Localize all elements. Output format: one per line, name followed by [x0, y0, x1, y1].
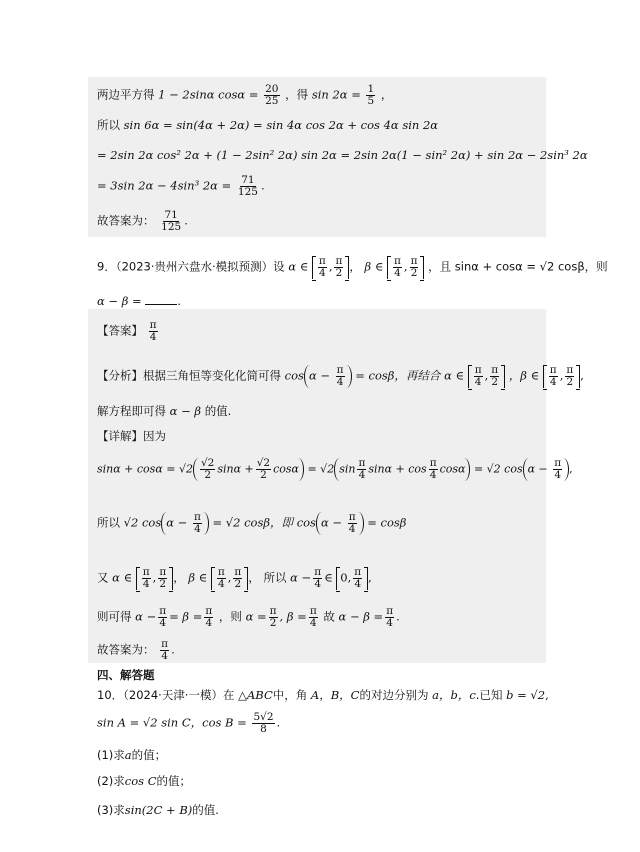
detail-label: 【详解】因为: [97, 429, 166, 443]
answer-blank: [145, 304, 177, 305]
q10-sub1: (1)求a的值；: [97, 748, 167, 762]
fraction-71-125: $\frac{71}{125}$: [237, 174, 258, 198]
answer-line: 【答案】 $\frac{\pi}{4}$: [97, 319, 157, 343]
block1-line2: 所以 sin 6α = sin(4α + 2α) = sin 4α cos 2α + cos 4α sin 2α: [97, 118, 439, 132]
detail-final: 故答案为： $\frac{\pi}{4}$ .: [97, 638, 175, 662]
detail-eq4: 则可得 α − $\frac{\pi}{4}$ = β = $\frac{\pi}{4}$ ，则 α = $\frac{\pi}{2}$ , β = $\frac{\pi}{4}$ 故 α − β = $\frac{\pi}{4}$ .: [97, 605, 400, 629]
analysis-line2: 解方程即可得 α − β 的值.: [97, 404, 232, 418]
q9-line2: α − β = .: [97, 294, 181, 308]
q10-sub3: (3)求sin(2C + B)的值.: [97, 803, 219, 817]
detail-eq1: sinα + cosα = √2 $\frac{√2}{2}$ sinα + $\frac{√2}{2}$ cosα = √2 sin $\frac{\pi}{4}$ sinα + cos $\frac{\pi}{4}$ cosα = √2 cos α − $\frac{\pi}{4}$ ,: [97, 457, 573, 481]
block1-line3: = 2sin 2α cos² 2α + (1 − 2sin² 2α) sin 2α = 2sin 2α(1 − sin² 2α) + sin 2α − 2sin³ 2α: [97, 148, 588, 162]
answer-fraction-71-125: $\frac{71}{125}$: [161, 209, 182, 233]
interval-alpha: $\frac{\pi}{4}$ , $\frac{\pi}{2}$: [312, 256, 349, 279]
interval-beta: $\frac{\pi}{4}$ , $\frac{\pi}{2}$: [387, 256, 424, 279]
answer-pi-over-4: $\frac{\pi}{4}$: [149, 319, 157, 343]
q10-sub2: (2)求cos C的值；: [97, 774, 192, 788]
q9-line1: 9．（2023·贵州六盘水·模拟预测）设 α ∈ $\frac{\pi}{4}$ , $\frac{\pi}{2}$ ， β ∈ $\frac{\pi}{4}$ , $\frac{\pi}{2}$ ，且 sinα + cosα = √2 cosβ，则: [97, 255, 608, 279]
fraction-1-5: $\frac{1}{5}$: [367, 83, 375, 107]
q10-line1: 10．（2024·天津·一模）在 △ABC中，角 A，B，C的对边分别为 a，b，c.已知 b = √2,: [97, 688, 549, 702]
detail-eq3: 又 α ∈ $\frac{\pi}{4}$ , $\frac{\pi}{2}$ ， β ∈ $\frac{\pi}{4}$ , $\frac{\pi}{2}$ ， 所以 α − $\frac{\pi}{4}$ ∈ 0, $\frac{\pi}{4}$ ,: [97, 566, 372, 590]
q10-line2: sin A = √2 sin C，cos B = $\frac{5√2}{8}$ .: [97, 711, 281, 735]
fraction-20-25: $\frac{20}{25}$: [265, 83, 279, 107]
fraction-5r2-8: $\frac{5√2}{8}$: [253, 711, 274, 735]
block1-line1: 两边平方得 1 − 2sinα cosα = $\frac{20}{25}$ ，得 sin 2α = $\frac{1}{5}$ ，: [97, 83, 393, 107]
block1-line4: = 3sin 2α − 4sin³ 2α = $\frac{71}{125}$ .: [97, 174, 265, 198]
section-title: 四、解答题: [97, 668, 155, 682]
analysis-line1: 【分析】根据三角恒等变化化简可得 cos α − $\frac{\pi}{4}$ = cosβ，再结合 α ∈ $\frac{\pi}{4}$ , $\frac{\pi}{2}$ ，β ∈ $\frac{\pi}{4}$ , $\frac{\pi}{2}$ ,: [97, 364, 584, 388]
block1-line5: 故答案为： $\frac{71}{125}$ .: [97, 209, 188, 233]
detail-eq2: 所以 √2 cos α − $\frac{\pi}{4}$ = √2 cosβ，即 cos α − $\frac{\pi}{4}$ = cosβ: [97, 511, 407, 535]
